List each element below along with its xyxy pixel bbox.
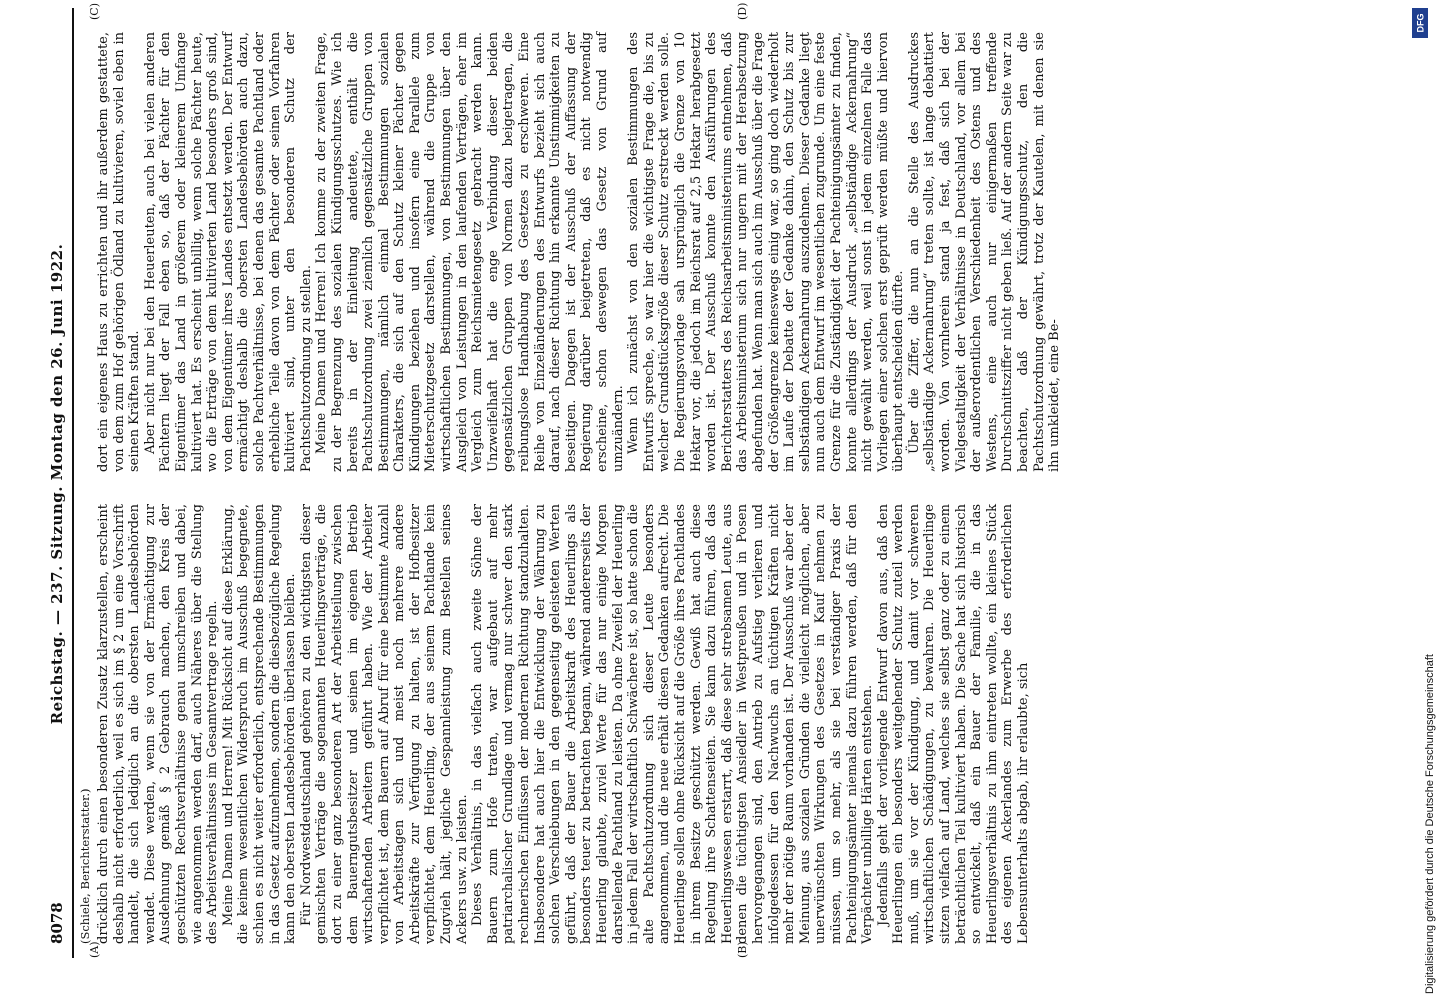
- scanned-page: [46, 2, 1408, 958]
- left-text-column: [96, 504, 1396, 944]
- page-number: 8078: [48, 902, 66, 944]
- margin-marker-a: (A): [88, 941, 101, 958]
- margin-marker-d: (D): [736, 2, 749, 20]
- paragraph: Meine Damen und Herren! Mit Rücksicht auf diese Erklärung, die keinem wesentlichen Widerspruch im Ausschuß begegnete, schien es nicht weiter erforderlich, entsprechende Bestimmungen in das Gesetz aufzunehmen, sondern die diesbezügliche Regelung kann den obersten Landesbehörden überlassen bleiben.: [220, 504, 299, 944]
- right-text-column: [96, 32, 1396, 472]
- paragraph: Meine Damen und Herren! Ich komme zu der zweiten Frage, zu der Begrenzung des sozialen Kündigungsschutzes. Wie ich bereits in der Einleitung andeutete, enthält die Pachtschutzordnung zwei ziemlich gegensätzliche Gruppen von Bestimmungen, nämlich einmal Bestimmungen sozialen Charakters, die sich auf den Schutz kleiner Pächter gegen Kündigungen beziehen und insofern eine Parallele zum Mieterschutzgesetz darstellen, während die Gruppe von wirtschaftlichen Bestimmungen, von Bestimmungen über den Ausgleich von Leistungen in den laufenden Verträgen, eher im Vergleich zum Reichsmietengesetz gebracht werden kann. Unzweifelhaft hat die enge Verbindung dieser beiden gegensätzlichen Gruppen von Normen dazu beigetragen, die reibungslose Handhabung des Gesetzes zu erschweren. Eine Reihe von Einzeländerungen des Entwurfs bezieht sich auch darauf, nach dieser Richtung hin erkannte Unstimmigkeiten zu beseitigen. Dagegen ist der Ausschuß der Auffassung der Regierung darüber beigetreten, daß es nicht notwendig erscheine, schon deswegen das Gesetz von Grund auf umzuändern.: [314, 32, 626, 472]
- paragraph: Jedenfalls geht der vorliegende Entwurf davon aus, daß den Heuerlingen ein besonders weitgehender Schutz zuteil werden muß, um sie vor der Kündigung, und damit vor schweren wirtschaftlichen Schädigungen, zu bewahren. Die Heuerlinge sitzen vielfach auf Land, welches sie selbst ganz oder zu einem beträchtlichen Teil kultiviert haben. Die Sache hat sich historisch so entwickelt, daß ein Bauer der Familie, die in das Heuerlingsverhältnis zu ihm eintreten wollte, ein kleines Stück des eigenen Ackerlandes zum Erwerbe des erforderlichen Lebensunterhalts abgab, ihr erlaubte, sich: [875, 504, 1032, 944]
- paragraph: drücklich durch einen besonderen Zusatz klarzustellen, erscheint deshalb nicht erforderlich, weil es sich im § 2 um eine Vorschrift handelt, die sich lediglich an die obersten Landesbehörden wendet. Diese werden, wenn sie von der Ermächtigung zur Ausdehnung gemäß § 2 Gebrauch machen, den Kreis der geschützten Rechtsverhältnisse genau umschreiben und dabei, wie angenommen werden darf, auch Näheres über die Stellung des Arbeitsverhältnisses im Gesamtvertrage regeln.: [96, 504, 221, 944]
- running-title: Reichstag. — 237. Sitzung. Montag den 26. Juni 1922.: [48, 243, 66, 725]
- speaker-label: (Schiele, Berichterstatter.): [78, 788, 92, 944]
- credit-text: Digitalisierung gefördert durch die Deutsche Forschungsgemeinschaft: [1424, 654, 1436, 994]
- paragraph: Über die Ziffer, die nun an die Stelle des Ausdruckes „selbständige Ackernahrung“ treten sollte, ist lange debattiert worden. Von vornherein stand ja fest, daß sich bei der Vielgestaltigkeit der Verhältnisse in Deutschland, vor allem bei der außerordentlichen Verschiedenheit des Ostens und des Westens, eine auch nur einigermaßen treffende Durchschnittsziffer nicht geben ließ. Auf der andern Seite war zu beachten, daß der Kündigungsschutz, den die Pachtschutzordnung gewährt, trotz der Kautelen, mit denen sie ihn umkleidet, eine Be-: [906, 32, 1063, 472]
- page-header: [46, 24, 68, 944]
- paragraph: Aber nicht nur bei den Heuerleuten, auch bei vielen anderen Pächtern liegt der Fall eben so, daß der Pächter für den Eigentümer das Land in größerem oder kleinerem Umfange kultiviert hat. Es erscheint unbillig, wenn solche Pächter heute, wo die Erträge von dem kultivierten Land besonders groß sind, von dem Eigentümer ihres Landes entsetzt werden. Der Entwurf ermächtigt deshalb die obersten Landesbehörden auch dazu, solche Pachtverhältnisse, bei denen das gesamte Pachtland oder erhebliche Teile davon von dem Pächter oder seinen Vorfahren kultiviert sind, unter den besonderen Schutz der Pachtschutzordnung zu stellen.: [142, 32, 314, 472]
- digitization-credit: [1396, 0, 1434, 1000]
- paragraph: Für Nordwestdeutschland gehören zu den wichtigsten dieser gemischten Verträge die sogenannten Heuerlingsverträge, die dort zu einer ganz besonderen Art der Arbeitsteilung zwischen dem Bauerngutsbesitzer und seinen im eigenen Betrieb wirtschaftenden Arbeitern geführt haben. Wie der Arbeiter verpflichtet ist, dem Bauern auf Abruf für eine bestimmte Anzahl von Arbeitstagen sich und meist noch mehrere andere Arbeitskräfte zur Verfügung zu halten, ist der Hofbesitzer verpflichtet, dem Heuerling, der aus seinem Pachtlande kein Zugvieh hält, jegliche Gespannleistung zum Bestellen seines Ackers usw. zu leisten.: [298, 504, 470, 944]
- margin-marker-c: (C): [88, 3, 101, 20]
- paragraph: Dieses Verhältnis, in das vielfach auch zweite Söhne der Bauern zum Hofe traten, war aufgebaut auf mehr patriarchalischer Grundlage und vermag nur schwer den stark rechnerischen Einflüssen der modernen Richtung standzuhalten. Insbesondere hat auch hier die Entwicklung der Währung zu solchen Verschiebungen in den gegenseitig geleisteten Werten geführt, daß der Bauer die Arbeitskraft des Heuerlings als besonders teuer zu betrachten begann, während andererseits der Heuerling glaubte, zuviel Werte für das nur einige Morgen darstellende Pachtland zu leisten. Da ohne Zweifel der Heuerling in jedem Fall der wirtschaftlich Schwächere ist, so hatte schon die alte Pachtschutzordnung sich dieser Leute besonders angenommen, und die neue erhält diesen Gedanken aufrecht. Die Heuerlinge sollen ohne Rücksicht auf die Größe ihres Pachtlandes in ihrem Besitze geschützt werden. Gewiß hat auch diese Regelung ihre Schattenseiten. Sie kann dazu führen, daß das Heuerlingswesen erstarrt, daß diese sehr strebsamen Leute, aus denen die tüchtigsten Ansiedler in Westpreußen und in Posen hervorgegangen sind, den Antrieb zu Aufstieg verlieren und infolgedessen für den Nachwuchs an tüchtigen Kräften nicht mehr der nötige Raum vorhanden ist. Der Ausschuß war aber der Meinung, aus sozialen Gründen die vielleicht möglichen, aber unerwünschten Wirkungen des Gesetzes in Kauf nehmen zu müssen, um so mehr, als sie bei verständiger Praxis der Pachteinigungsämter niemals dazu führen werden, daß für den Verpächter unbillige Härten entstehen.: [470, 504, 876, 944]
- paragraph: dort ein eigenes Haus zu errichten und ihr außerdem gestattete, von dem zum Hof gehörigen Ödland zu kultivieren, soviel eben in seinen Kräften stand.: [96, 32, 143, 472]
- header-rule: [72, 8, 74, 958]
- paragraph: Wenn ich zunächst von den sozialen Bestimmungen des Entwurfs spreche, so war hier die wichtigste Frage die, bis zu welcher Grundstücksgröße dieser Schutz erstreckt werden solle. Die Regierungsvorlage sah ursprünglich die Grenze von 10 Hektar vor, die jedoch im Reichsrat auf 2,5 Hektar herabgesetzt worden ist. Der Ausschuß konnte den Ausführungen des Berichterstatters des Reichsarbeitsministeriums entnehmen, daß das Arbeitsministerium sich nur ungern mit der Herabsetzung abgefunden hat. Wenn man sich auch im Ausschuß über die Frage der Größengrenze keineswegs einig war, so ging doch wiederholt im Laufe der Debatte der Gedanke dahin, den Schutz bis zur selbständigen Ackernahrung auszudehnen. Dieser Gedanke liegt nun auch dem Entwurf im wesentlichen zugrunde. Um eine feste Grenze für die Zuständigkeit der Pachteinigungsämter zu finden, konnte allerdings der Ausdruck „selbständige Ackernahrung“ nicht gewählt werden, weil sonst in jedem einzelnen Falle das Vorliegen einer solchen erst geprüft werden müßte und hiervon überhaupt entscheiden dürfte.: [626, 32, 907, 472]
- margin-marker-b: (B): [736, 941, 749, 958]
- dfg-logo: DFG: [1412, 8, 1428, 38]
